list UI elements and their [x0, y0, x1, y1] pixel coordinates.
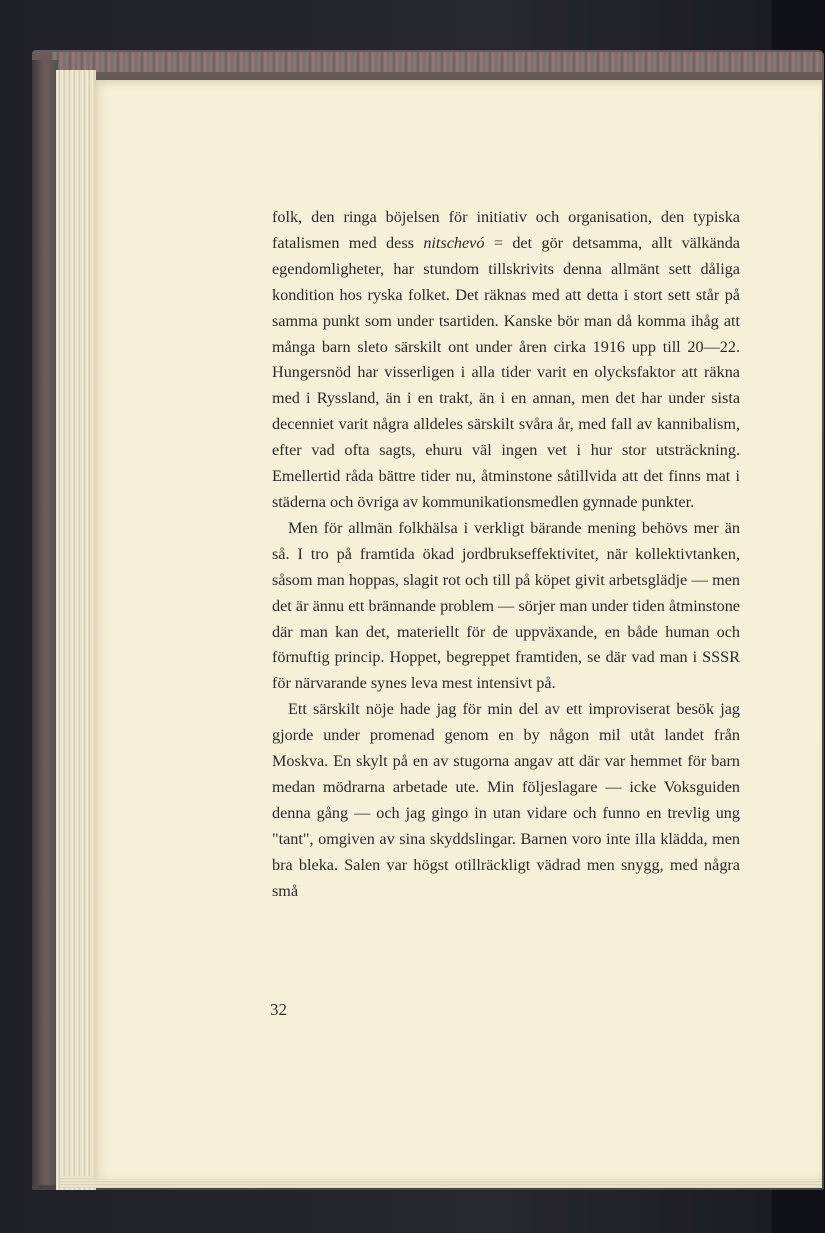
paragraph-3: Ett särskilt nöje hade jag för min del av ett improviserat besök jag gjorde under promenad genom en by någon mil utåt landet från Moskva. En skylt på en av stugorna angav att där var hemmet för barn medan mödrarna arbetade ute. Min följeslagare — icke Voksguiden denna gång — och jag gingo in utan vidare och funno en trevlig ung "tant", omgiven av sina skyddslingar. Barnen voro inte illa klädda, men bra bleka. Salen var högst otillräckligt vädrad men snygg, med några små	[272, 700, 740, 900]
body-text	[272, 205, 740, 904]
book-cover-top-edge	[52, 52, 822, 72]
paragraph-1	[272, 205, 740, 516]
page-number: 32	[270, 1000, 287, 1019]
paragraph-2: Men för allmän folkhälsa i verkligt bärande mening behövs mer än så. I tro på framtida ökad jordbrukseffektivitet, när kollektivtanken, såsom man hoppas, slagit rot och till på köpet givit arbetsglädje — men det är ännu ett brännande problem — sörjer man under tiden åtminstone där man kan det, materiellt för de uppväxande, en både human och förnuftig princip. Hoppet, begreppet framtiden, se där vad man i SSSR för närvarande synes leva mest intensivt på.	[272, 518, 740, 693]
book-cover-left-edge	[32, 60, 58, 1185]
page-edges-left	[56, 70, 96, 1190]
paragraph-1-pre: folk, den ringa böjelsen för initiativ och organisation, den typiska fatalismen med dess	[272, 208, 740, 252]
paragraph-1-italic-word: nitschevó	[423, 233, 485, 252]
paragraph-1-post: = det gör detsamma, allt välkända egendomligheter, har stundom tillskrivits denna allmänt sett dåliga kondition hos ryska folket. Det räknas med att detta i stort sett står på samma punkt som under tsartiden. Kanske bör man då komma ihåg att många barn sleto särskilt ont under åren cirka 1916 upp till 20—22. Hungersnöd har visserligen i alla tider varit en olycksfaktor att räkna med i Ryssland, än i en trakt, än i en annan, men det har under sista decenniet varit några alldeles särskilt svåra år, med fall av kannibalism, efter vad ofta sagts, ehuru väl ingen vet i hur stor utsträckning. Emellertid råda bättre tider nu, åtminstone såtillvida att det finns mat i städerna och övriga av kommunikationsmedlen gynnade punkter.	[272, 233, 740, 511]
